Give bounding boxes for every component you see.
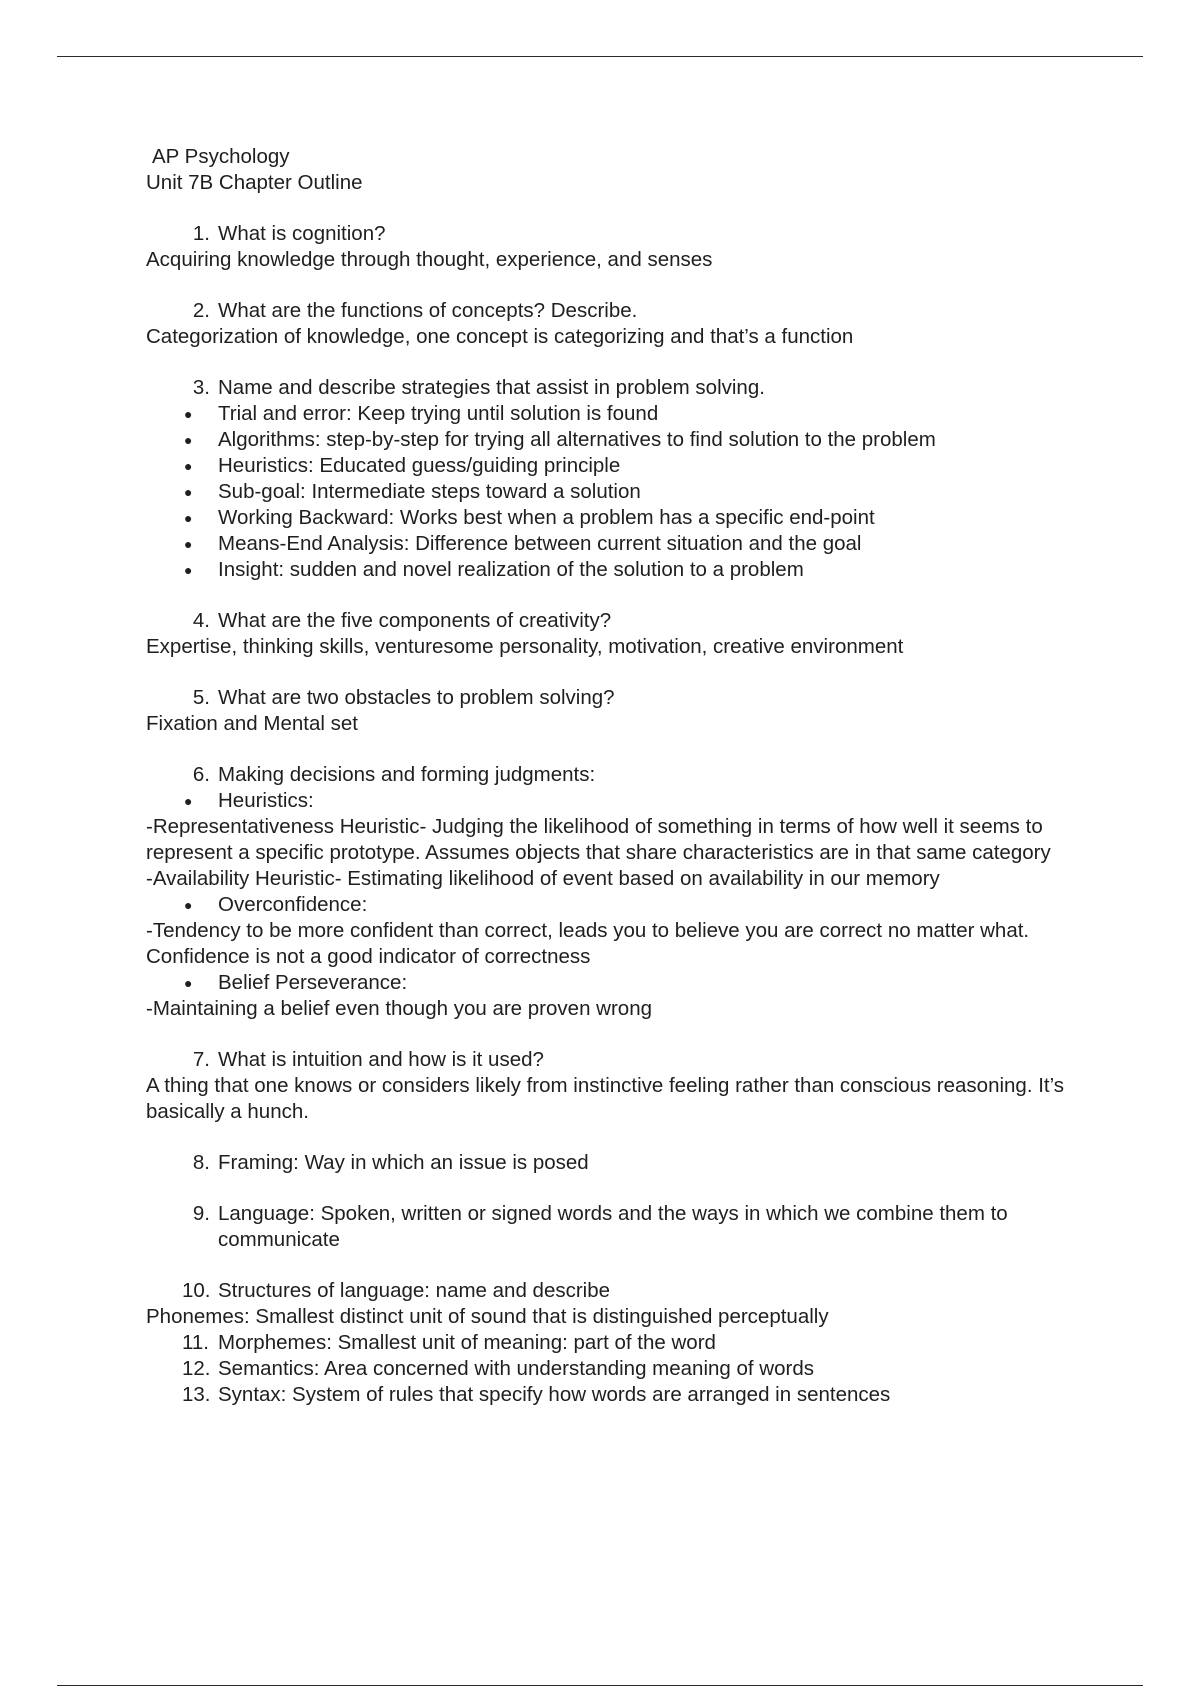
bottom-divider — [57, 1685, 1143, 1686]
question-7: 7. What is intuition and how is it used? — [192, 1048, 544, 1071]
list-item: ● Belief Perseverance: — [184, 971, 408, 994]
outline-subtitle: Unit 7B Chapter Outline — [146, 171, 363, 194]
answer-7: A thing that one knows or considers likely from instinctive feeling rather than conscious reasoning. It’s basically a hunch. — [146, 1074, 1065, 1123]
bullet-icon: ● — [184, 975, 193, 991]
answer-4: Expertise, thinking skills, venturesome personality, motivation, creative environment — [146, 635, 904, 658]
question-8: 8. Framing: Way in which an issue is posed — [192, 1151, 589, 1174]
bullet-icon: ● — [184, 562, 193, 578]
list-item: ● Insight: sudden and novel realization of the solution to a problem — [184, 558, 804, 581]
answer-10: Phonemes: Smallest distinct unit of sound that is distinguished perceptually — [146, 1305, 829, 1328]
question-12: 12. Semantics: Area concerned with understanding meaning of words — [182, 1357, 814, 1380]
question-5: 5. What are two obstacles to problem solving? — [192, 686, 615, 709]
list-item: ● Sub-goal: Intermediate steps toward a solution — [184, 480, 641, 503]
list-item: ● Heuristics: Educated guess/guiding principle — [184, 454, 621, 477]
document-body — [146, 144, 1106, 1408]
list-item: ● Algorithms: step-by-step for trying all alternatives to find solution to the problem — [184, 428, 936, 451]
top-divider — [57, 56, 1143, 57]
bullet-icon: ● — [184, 897, 193, 913]
list-item: ● Overconfidence: — [184, 893, 368, 916]
course-title: AP Psychology — [152, 145, 290, 168]
bullet-icon: ● — [184, 406, 193, 422]
list-item: ● Working Backward: Works best when a problem has a specific end-point — [184, 506, 875, 529]
list-item: ● Trial and error: Keep trying until solution is found — [184, 402, 659, 425]
question-11: 11. Morphemes: Smallest unit of meaning: part of the word — [182, 1331, 716, 1354]
bullet-icon: ● — [184, 536, 193, 552]
bullet-icon: ● — [184, 793, 193, 809]
question-6: 6. Making decisions and forming judgments: — [192, 763, 596, 786]
question-1: 1. What is cognition? — [192, 222, 386, 245]
bullet-icon: ● — [184, 484, 193, 500]
answer-2: Categorization of knowledge, one concept is categorizing and that’s a function — [146, 325, 854, 348]
belief-perseverance-description: -Maintaining a belief even though you are proven wrong — [146, 997, 652, 1020]
question-9: 9. Language: Spoken, written or signed words and the ways in which we combine them to communicate — [192, 1202, 1008, 1251]
availability-heuristic: -Availability Heuristic- Estimating likelihood of event based on availability in our memory — [146, 867, 940, 890]
question-4: 4. What are the five components of creativity? — [192, 609, 612, 632]
question-10: 10. Structures of language: name and describe — [182, 1279, 611, 1302]
overconfidence-description: -Tendency to be more confident than correct, leads you to believe you are correct no matter what. Confidence is not a good indicator of correctness — [146, 919, 1030, 968]
list-item: ● Heuristics: — [184, 789, 314, 812]
question-13: 13. Syntax: System of rules that specify how words are arranged in sentences — [182, 1383, 891, 1406]
bullet-icon: ● — [184, 432, 193, 448]
list-item: ● Means-End Analysis: Difference between current situation and the goal — [184, 532, 862, 555]
question-2: 2. What are the functions of concepts? Describe. — [192, 299, 638, 322]
answer-1: Acquiring knowledge through thought, experience, and senses — [146, 248, 713, 271]
bullet-icon: ● — [184, 510, 193, 526]
bullet-icon: ● — [184, 458, 193, 474]
question-3: 3. Name and describe strategies that assist in problem solving. — [192, 376, 765, 399]
representativeness-heuristic: -Representativeness Heuristic- Judging the likelihood of something in terms of how well it seems to represent a specific prototype. Assumes objects that share characteristics are in that same category — [146, 815, 1051, 864]
answer-5: Fixation and Mental set — [146, 712, 358, 735]
